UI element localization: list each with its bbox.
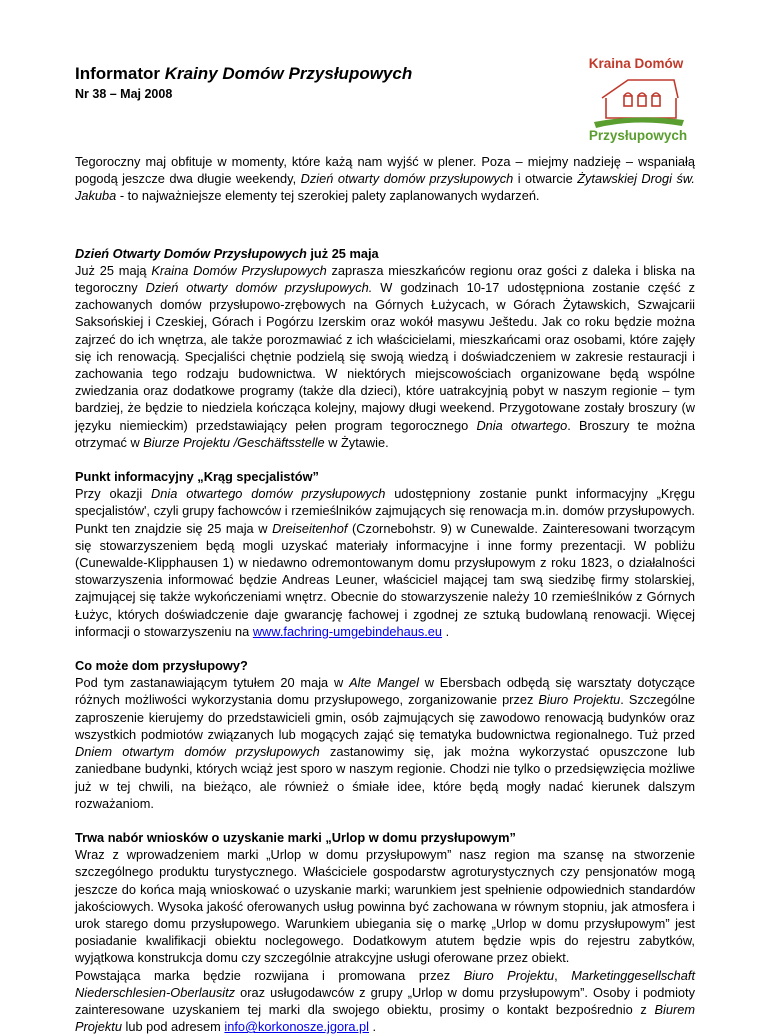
section-open-day-text: Już 25 mają Kraina Domów Przysłupowych zaprasza mieszkańców regionu oraz gości z daleka i bliska na tegoroczny Dzień otwarty domów przysłupowych. W godzinach 10-17 udostępniona zostanie część z zachowanych domów przysłupowo-zrębowych na Górnych Łużycach, w Górach Żytawskich, Szwajcarii Saksońskiej i Czeskiej, Górach i Pogórzu Izerskim oraz wokół masywu Ještedu. Jak co roku będzie można zajrzeć do ich wnętrza, ale także porozmawiać z ich właścicielami, mieszkańcami oraz osobami, które zajęły się ich renowacją. Specjaliści chętnie podzielą się swoją wiedzą i doświadczeniem w zakresie restauracji i zachowania tego rodzaju budownictwa. W niektórych miejscowościach organizowane będą wspólne zwiedzania oraz dodatkowe programy (także dla dzieci), które uatrakcyjnią pobyt w naszym regionie – tym bardziej, że będzie to niedziela kończąca kolejny, majowy długi weekend. Przygotowane zostały broszury (w języku niemieckim) przedstawiający pełen program tegorocznego Dnia otwartego. Broszury te można otrzymać w Biurze Projektu /Geschäftsstelle w Żytawie.	[75, 262, 695, 450]
section-workshop-text: Pod tym zastanawiającym tytułem 20 maja w Alte Mangel w Ebersbach odbędą się warsztaty dotyczące różnych możliwości wykorzystania domu przysłupowego, zorganizowanie przez Biuro Projektu. Szczególne zaproszenie kierujemy do przedstawicieli gmin, osób zajmujących się zawodowo renowacją budynków oraz wszystkich podmiotów związanych lub mogących zająć się tematyka budownictwa regionalnego. Tuż przed Dniem otwartym domów przysłupowych zastanowimy się, jak można wykorzystać opuszczone lub zaniedbane budynki, których wciąż jest sporo w naszym regionie. Chodzi nie tylko o przedsięwzięcia możliwe już w tej chwili, na bieżąco, ale również o śmiałe idee, które będą mogły nadać kierunek dalszym rozważaniom.	[75, 675, 696, 811]
section-workshop-heading: Co może dom przysłupowy?	[75, 658, 248, 674]
article-body	[75, 153, 695, 1035]
house-icon	[602, 80, 678, 118]
section-open-day-heading: Dzień Otwarty Domów Przysłupowych już 25 maja	[75, 245, 379, 261]
document-title	[75, 64, 412, 84]
kraina-logo	[566, 52, 706, 144]
logo-ground-icon	[594, 117, 684, 128]
logo-bottom-text: Przysłupowych	[588, 128, 688, 143]
email-link[interactable]: info@korkonosze.jgora.pl	[224, 1019, 369, 1035]
section-info-point-text: Przy okazji Dnia otwartego domów przysłupowych udostępniony zostanie punkt informacyjny „Kręgu specjalistów', czyli grupy fachowców i rzemieślników zajmujących się renowacja m.in. domów przysłupowych. Punkt ten znajdzie się 25 maja w Dreiseitenhof (Czornebohstr. 9) w Cunewalde. Zainteresowani tworzącym się stowarzyszeniem będą mogli uzyskać materiały informacyjne i inne formy prezentacji. W pobliżu (Cunewalde-Klipphausen 1) w niedawno odremontowanym domu przysłupowym z roku 1823, o działalności stowarzyszenia informować będzie Andreas Leuner, właściciel mającej tam swą siedzibę firmy stolarskiej, zajmującej się także wykończeniami wnętrz. Obecnie do stowarzyszenie należy 10 rzemieślników z Górnych Łużyc, których doświadczenie daje gwarancję fachowej i zgodnej ze sztuką budowlaną renowacji. Więcej informacji o stowarzyszeniu na www.fachring-umgebindehaus.eu .	[75, 486, 696, 639]
section-brand-heading: Trwa nabór wniosków o uzyskanie marki „Urlop w domu przysłupowym”	[75, 829, 516, 845]
intro-paragraph: Tegoroczny maj obfituje w momenty, które każą nam wyjść w plener. Poza – miejmy nadzieję – wspaniałą pogodą jeszcze dwa długie weekendy, Dzień otwarty domów przysłupowych i otwarcie Żytawskiej Drogi św. Jakuba - to najważniejsze elementy tej szerokiej palety zaplanowanych wydarzeń.	[75, 154, 695, 204]
title-plain: Informator	[75, 64, 165, 83]
logo-top-text: Kraina Domów	[588, 56, 684, 71]
section-brand-text-2: Powstająca marka będzie rozwijana i promowana przez Biuro Projektu, Marketinggesellschaft Niederschlesien-Oberlausitz oraz usługodawców z grupy „Urlop w domu przysłupowym”. Osoby i podmioty zainteresowane uzyskaniem tej marki dla swojego obiektu, prosimy o kontakt bezpośrednio z Biurem Projektu lub pod adresem info@korkonosze.jgora.pl .	[75, 967, 695, 1035]
issue-number: Nr 38 – Maj 2008	[75, 87, 173, 101]
fachring-link[interactable]: www.fachring-umgebindehaus.eu	[252, 623, 443, 639]
section-info-point-heading: Punkt informacyjny „Krąg specjalistów”	[75, 469, 319, 485]
section-brand-text-1: Wraz z wprowadzeniem marki „Urlop w domu przysłupowym” nasz region ma szansę na stworzenie szczególnego produktu turystycznego. Właściciele gospodarstw agroturystycznych czy pensjonatów mogą jeszcze do końca mają wnioskować o uzyskanie marki; warunkiem jest spełnienie odpowiednich standardów jakościowych. Wysoka jakość oferowanych usług powinna być zachowana w równym stopniu, jak atmosfera i urok starego domu przysłupowego. Warunkiem ubiegania się o markę „Urlop w domu przysłupowym” jest posiadanie kwalifikacji obiektu noclegowego. Dodatkowym atutem będzie wpis do rejestru zabytków, wyjątkowa konstrukcja domu czy szczególnie atrakcyjne usługi oferowane przez obiekt.	[75, 847, 695, 966]
title-italic: Krainy Domów Przysłupowych	[164, 64, 413, 83]
